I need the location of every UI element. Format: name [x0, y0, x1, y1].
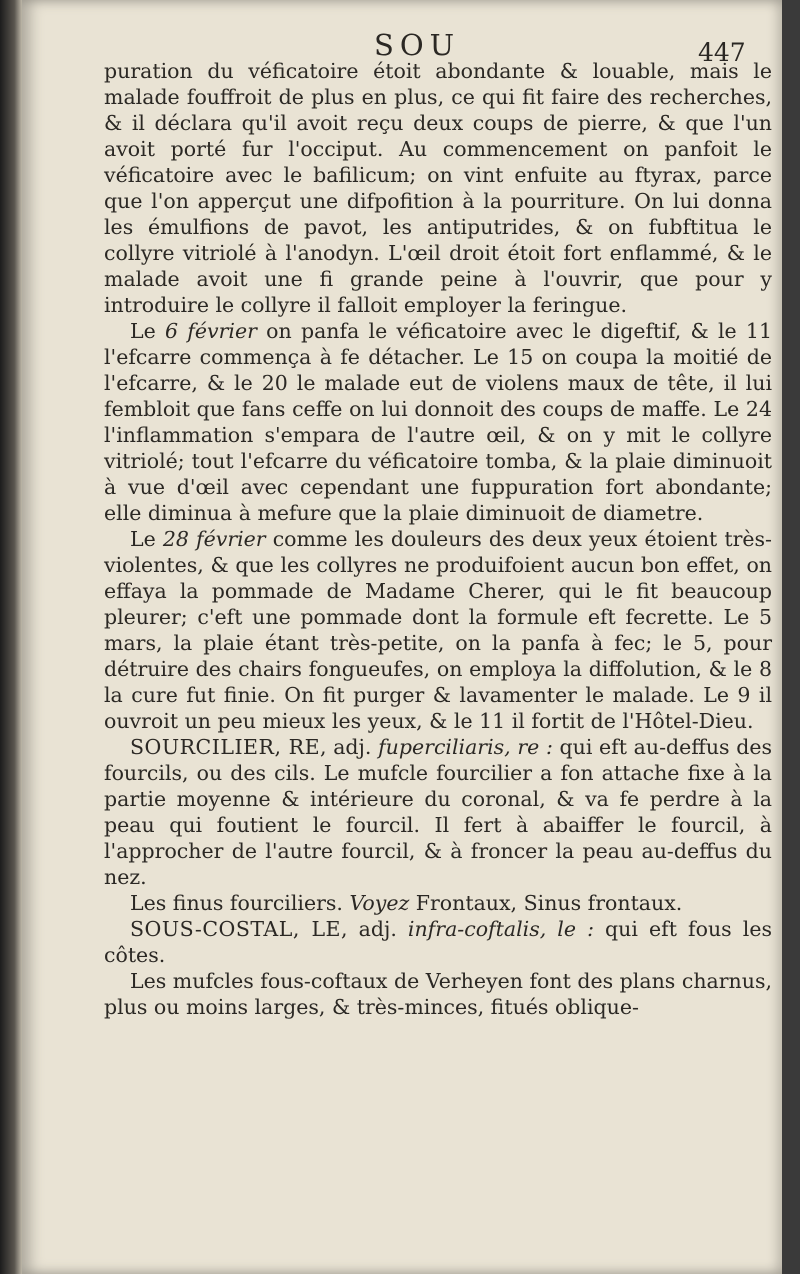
italic-text: 6 février — [165, 319, 257, 343]
entry-headword: SOURCILIER, RE — [130, 735, 321, 759]
italic-text: 28 février — [162, 527, 266, 551]
paragraph — [104, 890, 772, 916]
text-run: Les finus fourciliers. — [130, 891, 350, 915]
text-run: Le — [130, 319, 165, 343]
paragraph — [104, 968, 772, 1020]
paragraph — [104, 58, 772, 318]
entry-sous-costal — [104, 916, 772, 968]
text-run: Frontaux, Sinus frontaux. — [409, 891, 683, 915]
italic-text: infra-coftalis, le : — [407, 917, 594, 941]
book-spine-shadow — [0, 0, 24, 1274]
text-run: qui eft fous les côtes. — [104, 917, 772, 967]
text-run: qui eft au-deffus des fourcils, ou des cils. Le mufcle fourcilier a fon attache fixe à la partie moyenne & intérieure du coronal, & va fe perdre à la peau qui foutient le fourcil. Il fert à abaiffer le fourcil, à l'approcher de l'autre fourcil, & à froncer la peau au-deffus du nez. — [104, 735, 772, 889]
text-run: on panfa le véficatoire avec le digeftif, & le 11 l'efcarre commença à fe détacher. Le 15 on coupa la moitié de l'efcarre, & le 20 le malade eut de violens maux de tête, il lui fembloit que fans ceffe on lui donnoit des coups de maffe. Le 24 l'inflammation s'empara de l'autre œil, & on y mit le collyre vitriolé; tout l'efcarre du véficatoire tomba, & la plaie diminuoit à vue d'œil avec cependant une fuppuration fort abondante; elle diminua à mefure que la plaie diminuoit de diametre. — [104, 319, 772, 525]
book-page — [22, 0, 782, 1274]
paragraph — [104, 526, 772, 734]
text-run: Le — [130, 527, 163, 551]
italic-text: Voyez — [349, 891, 410, 915]
entry-sourcilier — [104, 734, 772, 890]
running-head-title: SOU — [374, 28, 461, 62]
text-run: , adj. — [341, 917, 408, 941]
text-run: puration du véficatoire étoit abondante & louable, mais le malade fouffroit de plus en plus, ce qui fit faire des recherches, & il déclara qu'il avoit reçu deux coups de pierre, & que l'un avoit porté fur l'occiput. Au commencement on panfoit le véficatoire avec le bafilicum; on vint enfuite au ftyrax, parce que l'on apperçut une difpofition à la pourriture. On lui donna les émulfions de pavot, les antiputrides, & on fubftitua le collyre vitriolé à l'anodyn. L'œil droit étoit fort enflammé, & le malade avoit une fi grande peine à l'ouvrir, que pour y introduire le collyre il falloit employer la feringue. — [104, 59, 772, 317]
running-head — [22, 22, 782, 67]
body-text — [104, 58, 772, 1020]
entry-headword: SOUS-COSTAL, LE — [130, 917, 342, 941]
text-run: , adj. — [320, 735, 379, 759]
text-run: comme les douleurs des deux yeux étoient très-violentes, & que les collyres ne produifoient aucun bon effet, on effaya la pommade de Madame Cherer, qui le fit beaucoup pleurer; c'eft une pommade dont la formule eft fecrette. Le 5 mars, la plaie étant très-petite, on la panfa à fec; le 5, pour détruire des chairs fongueufes, on employa la diffolution, & le 8 la cure fut finie. On fit purger & lavamenter le malade. Le 9 il ouvroit un peu mieux les yeux, & le 11 il fortit de l'Hôtel-Dieu. — [104, 527, 772, 733]
text-run: Les mufcles fous-coftaux de Verheyen font des plans charnus, plus ou moins larges, & très-minces, fitués oblique- — [104, 969, 772, 1019]
page-number: 447 — [698, 38, 746, 67]
paragraph — [104, 318, 772, 526]
italic-text: fuperciliaris, re : — [378, 735, 553, 759]
